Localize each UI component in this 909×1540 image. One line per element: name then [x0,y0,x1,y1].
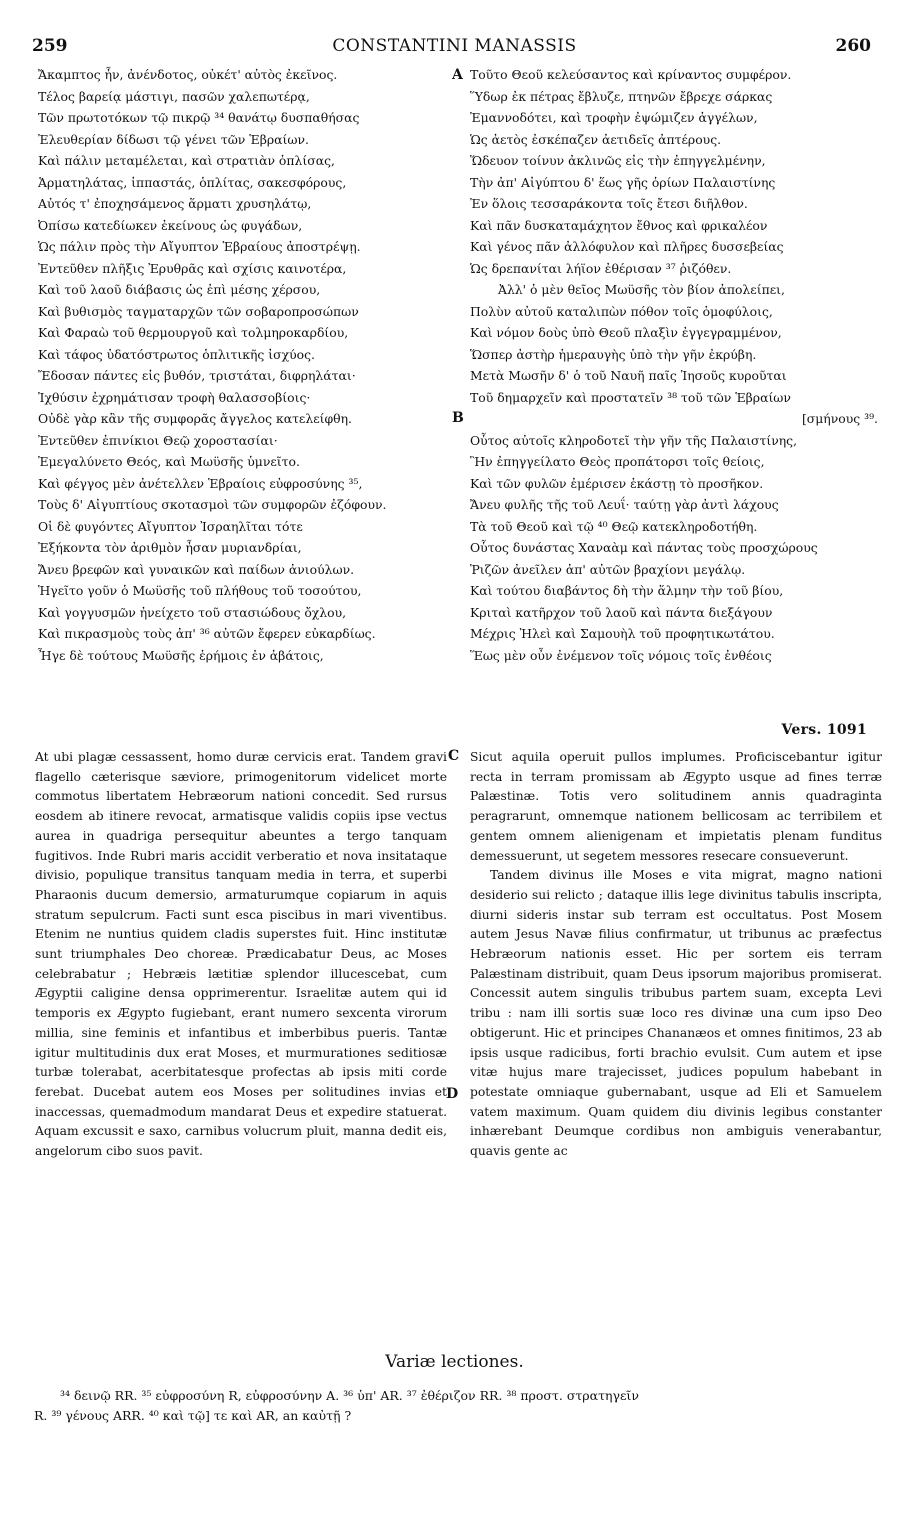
greek-verse-line: Καὶ Φαραὼ τοῦ θερμουργοῦ καὶ τολμηροκαρδίου, [38,325,349,340]
greek-verse-line: Καὶ τάφος ὑδατόστρωτος ὁπλιτικῆς ἰσχύος. [38,346,315,362]
greek-verse-line: Ἐντεῦθεν ἐπινίκιοι Θεῷ χοροστασίαι· [38,432,278,448]
greek-verse-line: Ἡγεῖτο γοῦν ὁ Μωϋσῆς τοῦ πλήθους τοῦ τοσούτου, [38,583,362,598]
greek-verse-line: Ἐμαννοδότει, καὶ τροφὴν ἐψώμιζεν ἀγγέλων, [470,110,758,125]
greek-verse-line: Τοῦτο Θεοῦ κελεύσαντος καὶ κρίναντος συμφέρον. [470,67,792,82]
greek-verse-line: Καὶ γένος πᾶν ἀλλόφυλον καὶ πλῆρες δυσσεβείας [470,239,784,254]
latin-translation-column-left [35,748,447,1162]
greek-verse-line: Οὗτος δυνάστας Χαναὰμ καὶ πάντας τοὺς προσχώρους [470,540,818,555]
greek-verse-column-right [470,64,886,666]
greek-verse-line: Κριταὶ κατῆρχον τοῦ λαοῦ καὶ πάντα διεξάγουν [470,604,773,620]
greek-verse-column-left [38,64,454,666]
greek-verse-line: Καὶ τοῦ λαοῦ διάβασις ὡς ἐπὶ μέσης χέρσου, [38,282,321,297]
greek-verse-line: Καὶ φέγγος μὲν ἀνέτελλεν Ἑβραίοις εὐφροσύνης ³⁵, [38,475,363,491]
footnote-line: ³⁴ δεινῷ RR. ³⁵ εὐφροσύνη R, εὐφροσύνην A. ³⁶ ὑπ' AR. ³⁷ ἐθέριζον RR. ³⁸ προστ. στρατηγεῖν [60,1388,639,1403]
greek-verse-line: Πολὺν αὐτοῦ καταλιπὼν πόθον τοῖς ὁμοφύλοις, [470,303,773,319]
greek-verse-line: Τοὺς δ' Αἰγυπτίους σκοτασμοὶ τῶν συμφορῶν ἐζόφουν. [38,497,387,512]
greek-verse-line: Ἔδοσαν πάντες εἰς βυθόν, τριστάται, διφρηλάται· [38,368,356,383]
greek-verse-line: Καὶ τῶν φυλῶν ἐμέρισεν ἑκάστῃ τὸ προσῆκον. [470,475,764,491]
greek-verse-line: Ἀλλ' ὁ μὲν θεῖος Μωϋσῆς τὸν βίον ἀπολείπει, [498,282,785,297]
margin-letter-b: B [452,410,464,426]
verse-number: Vers. 1091 [781,722,867,738]
latin-paragraph: At ubi plagæ cessassent, homo duræ cervicis erat. Tandem gravi flagello cæterisque sæviore, primogenitorum videlicet morte commotus libertatem Hebræorum nationi concedit. Sed rursus eosdem ab itinere revocat, armatisque validis copiis ipse vectus aurea in quadriga persequitur abeuntes a tergo tanquam fugitivos. Inde Rubri maris accidit verberatio et nova insitataque divisio, populique transitus tanquam media in terra, et superbi Pharaonis ducum demersio, armaturumque copiarum in aquis stratum sepulcrum. Facti sunt esca piscibus in mari viventibus. Etenim ne nuntius quidem cladis superstes fuit. Hinc institutæ sunt triumphales Deo choreæ. Prædicabatur Deus, ac Moses celebrabatur ; Hebræis lætitiæ splendor illucescebat, cum Ægyptii caligine densa opprimerentur. Israelitæ autem qui id temporis ex Ægypto fugiebant, erant numero sexcenta virorum millia, sine feminis et infantibus et imberbibus pueris. Tantæ igitur multitudinis dux erat Moses, et murmurationes seditiosæ turbæ tolerabat, acerbitatesque profectas ab ipsis miti corde ferebat. Ducebat autem eos Moses per solitudines invias et inaccessas, quemadmodum mandarat Deus et expedire statuerat. Aquam excussit e saxo, carnibus volucrum pluit, manna dedit eis, angelorum cibo suos pavit. [35,750,447,1159]
greek-verse-line: Ἄνευ φυλῆς τῆς τοῦ Λευΐ· ταύτῃ γὰρ ἀντὶ λάχους [470,497,779,512]
greek-verse-line: Καὶ πᾶν δυσκαταμάχητον ἔθνος καὶ φρικαλέον [470,217,768,233]
greek-verse-line: Τὴν ἀπ' Αἰγύπτου δ' ἕως γῆς ὁρίων Παλαιστίνης [470,174,776,190]
greek-verse-line: Ὀπίσω κατεδίωκεν ἐκείνους ὡς φυγάδων, [38,217,303,233]
variae-lectiones-heading: Variæ lectiones. [385,1352,524,1372]
greek-verse-line: Ὕδωρ ἐκ πέτρας ἔβλυζε, πτηνῶν ἔβρεχε σάρκας [470,88,773,104]
greek-verse-line: Καὶ βυθισμὸς ταγματαρχῶν τῶν σοβαροπροσώπων [38,303,359,319]
footnote-line: R. ³⁹ γένους ARR. ⁴⁰ καὶ τῷ] τε καὶ AR, an καὐτῇ ? [34,1408,352,1423]
latin-paragraph: Sicut aquila operuit pullos implumes. Proficiscebantur igitur recta in terram promissam ab Ægypto usque ad fines terræ Palæstinæ. Totis vero solitudinem annis quadraginta peragrarunt, omnemque nationem bellicosam ac terribilem et gentem omnem alienigenam et impietatis plenam funditus demessuerunt, ut segetem messores resecare consueverunt. [470,750,882,863]
greek-verse-line: Τῶν πρωτοτόκων τῷ πικρῷ ³⁴ θανάτῳ δυσπαθήσας [38,110,360,125]
margin-letter-c: C [448,748,460,764]
margin-letter-d: D [446,1086,459,1102]
greek-verse-line: Ἐξήκοντα τὸν ἀριθμὸν ἦσαν μυριανδρίαι, [38,540,302,555]
greek-verse-line: Τέλος βαρείᾳ μάστιγι, πασῶν χαλεπωτέρᾳ, [38,88,310,104]
latin-translation-column-right [470,748,882,1162]
greek-verse-line: Αὐτός τ' ἐποχησάμενος ἅρματι χρυσηλάτῳ, [38,196,312,211]
greek-verse-line: Ὥσπερ ἀστὴρ ἡμεραυγὴς ὑπὸ τὴν γῆν ἐκρύβη. [470,346,757,362]
greek-verse-line: Ῥιζῶν ἀνεῖλεν ἀπ' αὐτῶν βραχίονι μεγάλῳ. [470,561,746,577]
greek-verse-line: Ἐμεγαλύνετο Θεός, καὶ Μωϋσῆς ὑμνεῖτο. [38,454,300,469]
greek-verse-line: Ὡς πάλιν πρὸς τὴν Αἴγυπτον Ἑβραίους ἀποστρέψῃ. [38,239,361,254]
greek-verse-turnover: [σμήνους ³⁹. [801,411,878,426]
greek-verse-line: Ὡς δρεπανίται λήϊον ἐθέρισαν ³⁷ ῥιζόθεν. [470,260,732,276]
right-page-number: 260 [835,36,871,56]
greek-verse-line: Ὥδευον τοίνυν ἀκλινῶς εἰς τὴν ἐπηγγελμένην, [470,153,766,168]
greek-verse-line: Οὗτος αὐτοῖς κληροδοτεῖ τὴν γῆν τῆς Παλαιστίνης, [470,432,798,448]
greek-verse-line: Ἰχθύσιν ἐχρημάτισαν τροφὴ θαλασσοβίοις· [38,389,311,405]
left-page-number: 259 [32,36,68,56]
greek-verse-line: Καὶ γογγυσμῶν ἠνείχετο τοῦ στασιώδους ὄχλου, [38,604,347,620]
margin-letter-a: A [452,67,463,83]
variant-readings-footnotes [34,1386,874,1426]
greek-verse-line: Οἱ δὲ φυγόντες Αἴγυπτον Ἰσραηλῖται τότε [38,518,303,534]
greek-verse-line: Οὐδὲ γὰρ κἂν τῆς συμφορᾶς ἄγγελος κατελείφθη. [38,411,352,426]
greek-verse-line: Ἐν ὅλοις τεσσαράκοντα τοῖς ἔτεσι διῆλθον. [470,196,748,211]
greek-verse-line: Ἄκαμπτος ἦν, ἀνένδοτος, οὐκέτ' αὐτὸς ἐκεῖνος. [38,67,338,82]
greek-verse-line: Μετὰ Μωσῆν δ' ὁ τοῦ Ναυῆ παῖς Ἰησοῦς κυροῦται [470,368,787,383]
greek-verse-line: Μέχρις Ἠλεὶ καὶ Σαμουὴλ τοῦ προφητικωτάτου. [470,626,775,641]
running-title: CONSTANTINI MANASSIS [332,36,577,56]
greek-verse-line: Ἕως μὲν οὖν ἐνέμενον τοῖς νόμοις τοῖς ἐνθέοις [470,647,772,663]
greek-verse-line: Ἦγε δὲ τούτους Μωϋσῆς ἐρήμοις ἐν ἀβάτοις, [38,647,324,663]
greek-verse-line: Τὰ τοῦ Θεοῦ καὶ τῷ ⁴⁰ Θεῷ κατεκληροδοτήθη. [470,518,758,534]
greek-verse-line: Καὶ πάλιν μεταμέλεται, καὶ στρατιὰν ὁπλίσας, [38,153,335,168]
greek-verse-line: Καὶ πικρασμοὺς τοὺς ἀπ' ³⁶ αὐτῶν ἔφερεν εὐκαρδίως. [38,626,376,641]
greek-verse-line: Ὡς ἀετὸς ἐσκέπαζεν ἀετιδεῖς ἀπτέρους. [470,131,722,147]
greek-verse-line: Καὶ νόμον δοὺς ὑπὸ Θεοῦ πλαξὶν ἐγγεγραμμένον, [470,325,782,340]
latin-paragraph: Tandem divinus ille Moses e vita migrat, magno nationi desiderio sui relicto ; dataque illis lege divinitus tabulis inscripta, diurni sideris instar sub terram est occultatus. Post Mosem autem Jesus Navæ filius confirmatur, ut tribunus ac præfectus Hebræorum nationis esset. Hic per sortem eis terram Palæstinam distribuit, quam Deus ipsorum majoribus promiserat. Concessit autem singulis tribubus partem suam, excepta Levi tribu : nam illi sortis suæ loco res divinæ una cum ipso Deo obtigerunt. Hic et principes Chananæos et omnes finitimos, 23 ab ipsis usque radicibus, forti brachio evulsit. Cum autem et ipse vitæ hujus mare trajecisset, judices populum habebant in potestate omniaque gubernabant, usque ad Eli et Samuelem vatem maximum. Quam quidem diu divinis legibus constanter inhærebant Deumque cordibus non ambiguis venerabantur, quavis gente ac [470,868,882,1159]
greek-verse-line: Ἐλευθερίαν δίδωσι τῷ γένει τῶν Ἑβραίων. [38,131,309,147]
greek-verse-line: Ἐντεῦθεν πλῆξις Ἐρυθρᾶς καὶ σχίσις καινοτέρα, [38,260,347,276]
greek-verse-line: Ἁρματηλάτας, ἱππαστάς, ὁπλίτας, σακεσφόρους, [38,174,347,190]
page-header [0,36,909,60]
greek-verse-line: Καὶ τούτου διαβάντος δὴ τὴν ἅλμην τὴν τοῦ βίου, [470,583,784,598]
greek-verse-line: Τοῦ δημαρχεῖν καὶ προστατεῖν ³⁸ τοῦ τῶν Ἑβραίων [470,389,791,405]
greek-verse-line: Ἣν ἐπηγγείλατο Θεὸς προπάτορσι τοῖς θείοις, [470,454,765,469]
greek-verse-line: Ἄνευ βρεφῶν καὶ γυναικῶν καὶ παίδων ἀνιούλων. [38,561,355,577]
